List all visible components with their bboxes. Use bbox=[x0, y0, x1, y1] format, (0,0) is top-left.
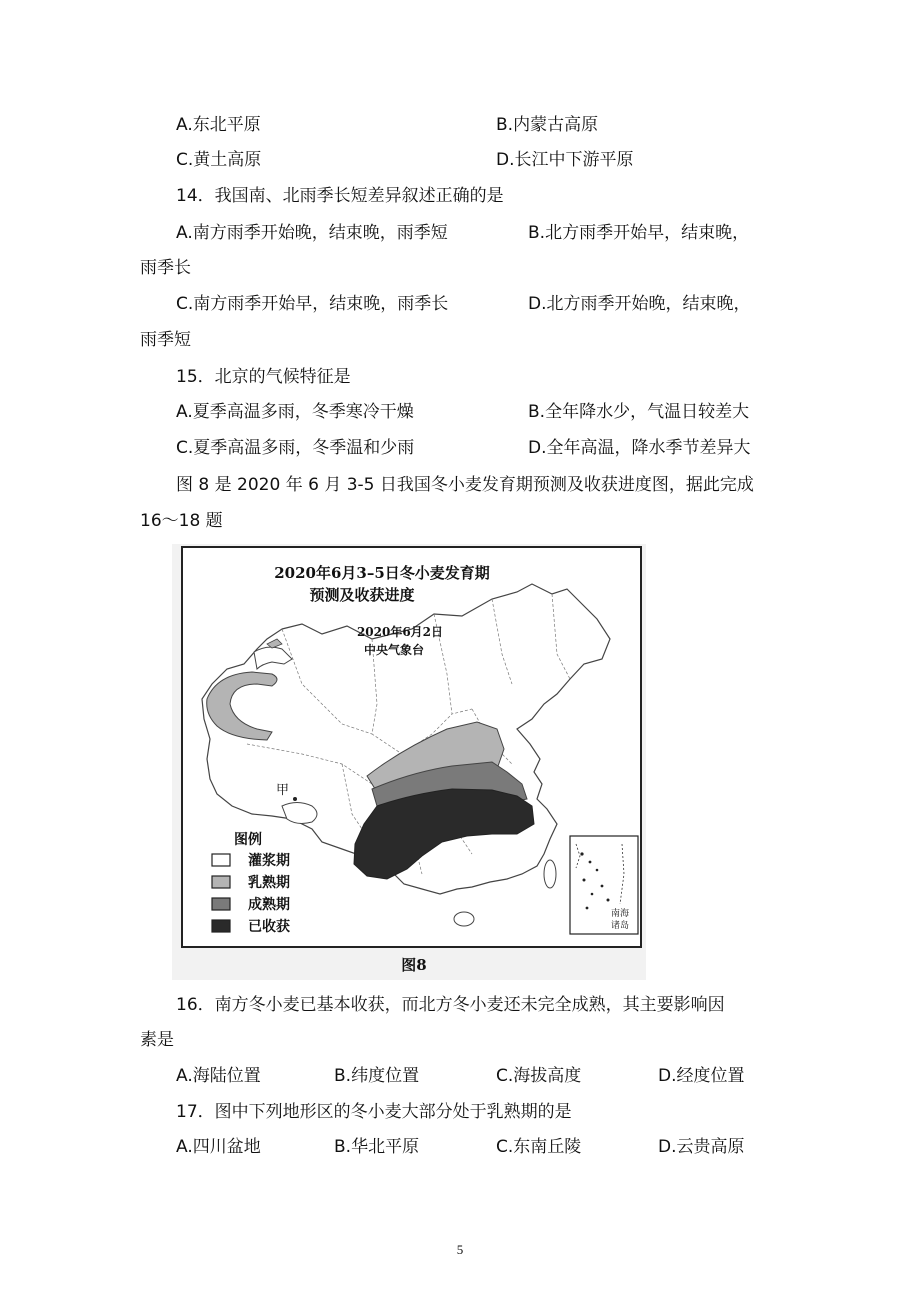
q15-option-b: B.全年降水少，气温日较差大 bbox=[528, 402, 750, 422]
legend-swatch-harvested bbox=[212, 920, 230, 932]
q14-stem: 14．我国南、北雨季长短差异叙述正确的是 bbox=[176, 186, 504, 206]
legend-label-milk-ripe: 乳熟期 bbox=[248, 875, 290, 891]
legend-label-harvested: 已收获 bbox=[248, 919, 290, 935]
q13-option-a: A.东北平原 bbox=[176, 115, 261, 135]
q17-option-a: A.四川盆地 bbox=[176, 1137, 261, 1157]
legend-label-mature: 成熟期 bbox=[248, 897, 290, 913]
map-source: 中央气象台 bbox=[363, 643, 425, 657]
wheat-map-svg bbox=[172, 544, 646, 980]
q14-option-b: B.北方雨季开始早，结束晚， bbox=[528, 223, 750, 243]
legend-swatch-mature bbox=[212, 898, 230, 910]
q14-option-d: D.北方雨季开始晚，结束晚， bbox=[528, 294, 751, 314]
q15-stem: 15．北京的气候特征是 bbox=[176, 367, 351, 387]
q13-option-d: D.长江中下游平原 bbox=[496, 150, 634, 170]
q16-stem: 16．南方冬小麦已基本收获，而北方冬小麦还未完全成熟，其主要影响因 bbox=[176, 995, 725, 1015]
figure-caption: 图8 bbox=[401, 956, 427, 974]
taiwan-island bbox=[544, 860, 556, 888]
q15-option-d: D.全年高温，降水季节差异大 bbox=[528, 438, 751, 458]
page-number: 5 bbox=[456, 1242, 464, 1257]
q17-option-c: C.东南丘陵 bbox=[496, 1137, 582, 1157]
legend-swatch-milk-ripe bbox=[212, 876, 230, 888]
legend-label-grain-filling: 灌浆期 bbox=[248, 853, 290, 869]
q16-option-a: A.海陆位置 bbox=[176, 1066, 261, 1086]
q14-option-d-continued: 雨季短 bbox=[140, 330, 191, 350]
q13-option-b: B.内蒙古高原 bbox=[496, 115, 599, 135]
q16-option-c: C.海拔高度 bbox=[496, 1066, 582, 1086]
q17-option-d: D.云贵高原 bbox=[658, 1137, 745, 1157]
legend-swatch-grain-filling bbox=[212, 854, 230, 866]
jia-point bbox=[293, 797, 297, 801]
south-china-sea-inset bbox=[570, 836, 638, 934]
map-date: 2020年6月2日 bbox=[356, 625, 444, 639]
figure-intro-line2: 16～18 题 bbox=[140, 511, 223, 531]
q17-option-b: B.华北平原 bbox=[334, 1137, 420, 1157]
marker-jia: 甲 bbox=[276, 783, 290, 798]
q17-stem: 17．图中下列地形区的冬小麦大部分处于乳熟期的是 bbox=[176, 1102, 572, 1122]
legend-title: 图例 bbox=[234, 832, 262, 848]
figure-8-map bbox=[172, 544, 646, 980]
q13-option-c: C.黄土高原 bbox=[176, 150, 262, 170]
figure-intro-line1: 图 8 是 2020 年 6 月 3-5 日我国冬小麦发育期预测及收获进度图，据此完成 bbox=[176, 475, 754, 495]
q15-option-a: A.夏季高温多雨，冬季寒冷干燥 bbox=[176, 402, 414, 422]
inset-label-1: 南海 bbox=[610, 909, 630, 919]
q14-option-c: C.南方雨季开始早，结束晚，雨季长 bbox=[176, 294, 449, 314]
hainan-island bbox=[454, 912, 474, 926]
map-title-line2: 预测及收获进度 bbox=[309, 586, 415, 604]
q16-option-b: B.纬度位置 bbox=[334, 1066, 420, 1086]
q15-option-c: C.夏季高温多雨，冬季温和少雨 bbox=[176, 438, 415, 458]
q16-option-d: D.经度位置 bbox=[658, 1066, 745, 1086]
q16-stem-continued: 素是 bbox=[140, 1030, 174, 1050]
map-title-line1: 2020年6月3–5日冬小麦发育期 bbox=[274, 564, 490, 582]
inset-label-2: 诸岛 bbox=[610, 921, 630, 931]
q14-option-a: A.南方雨季开始晚，结束晚，雨季短 bbox=[176, 223, 448, 243]
q14-option-b-continued: 雨季长 bbox=[140, 258, 191, 278]
